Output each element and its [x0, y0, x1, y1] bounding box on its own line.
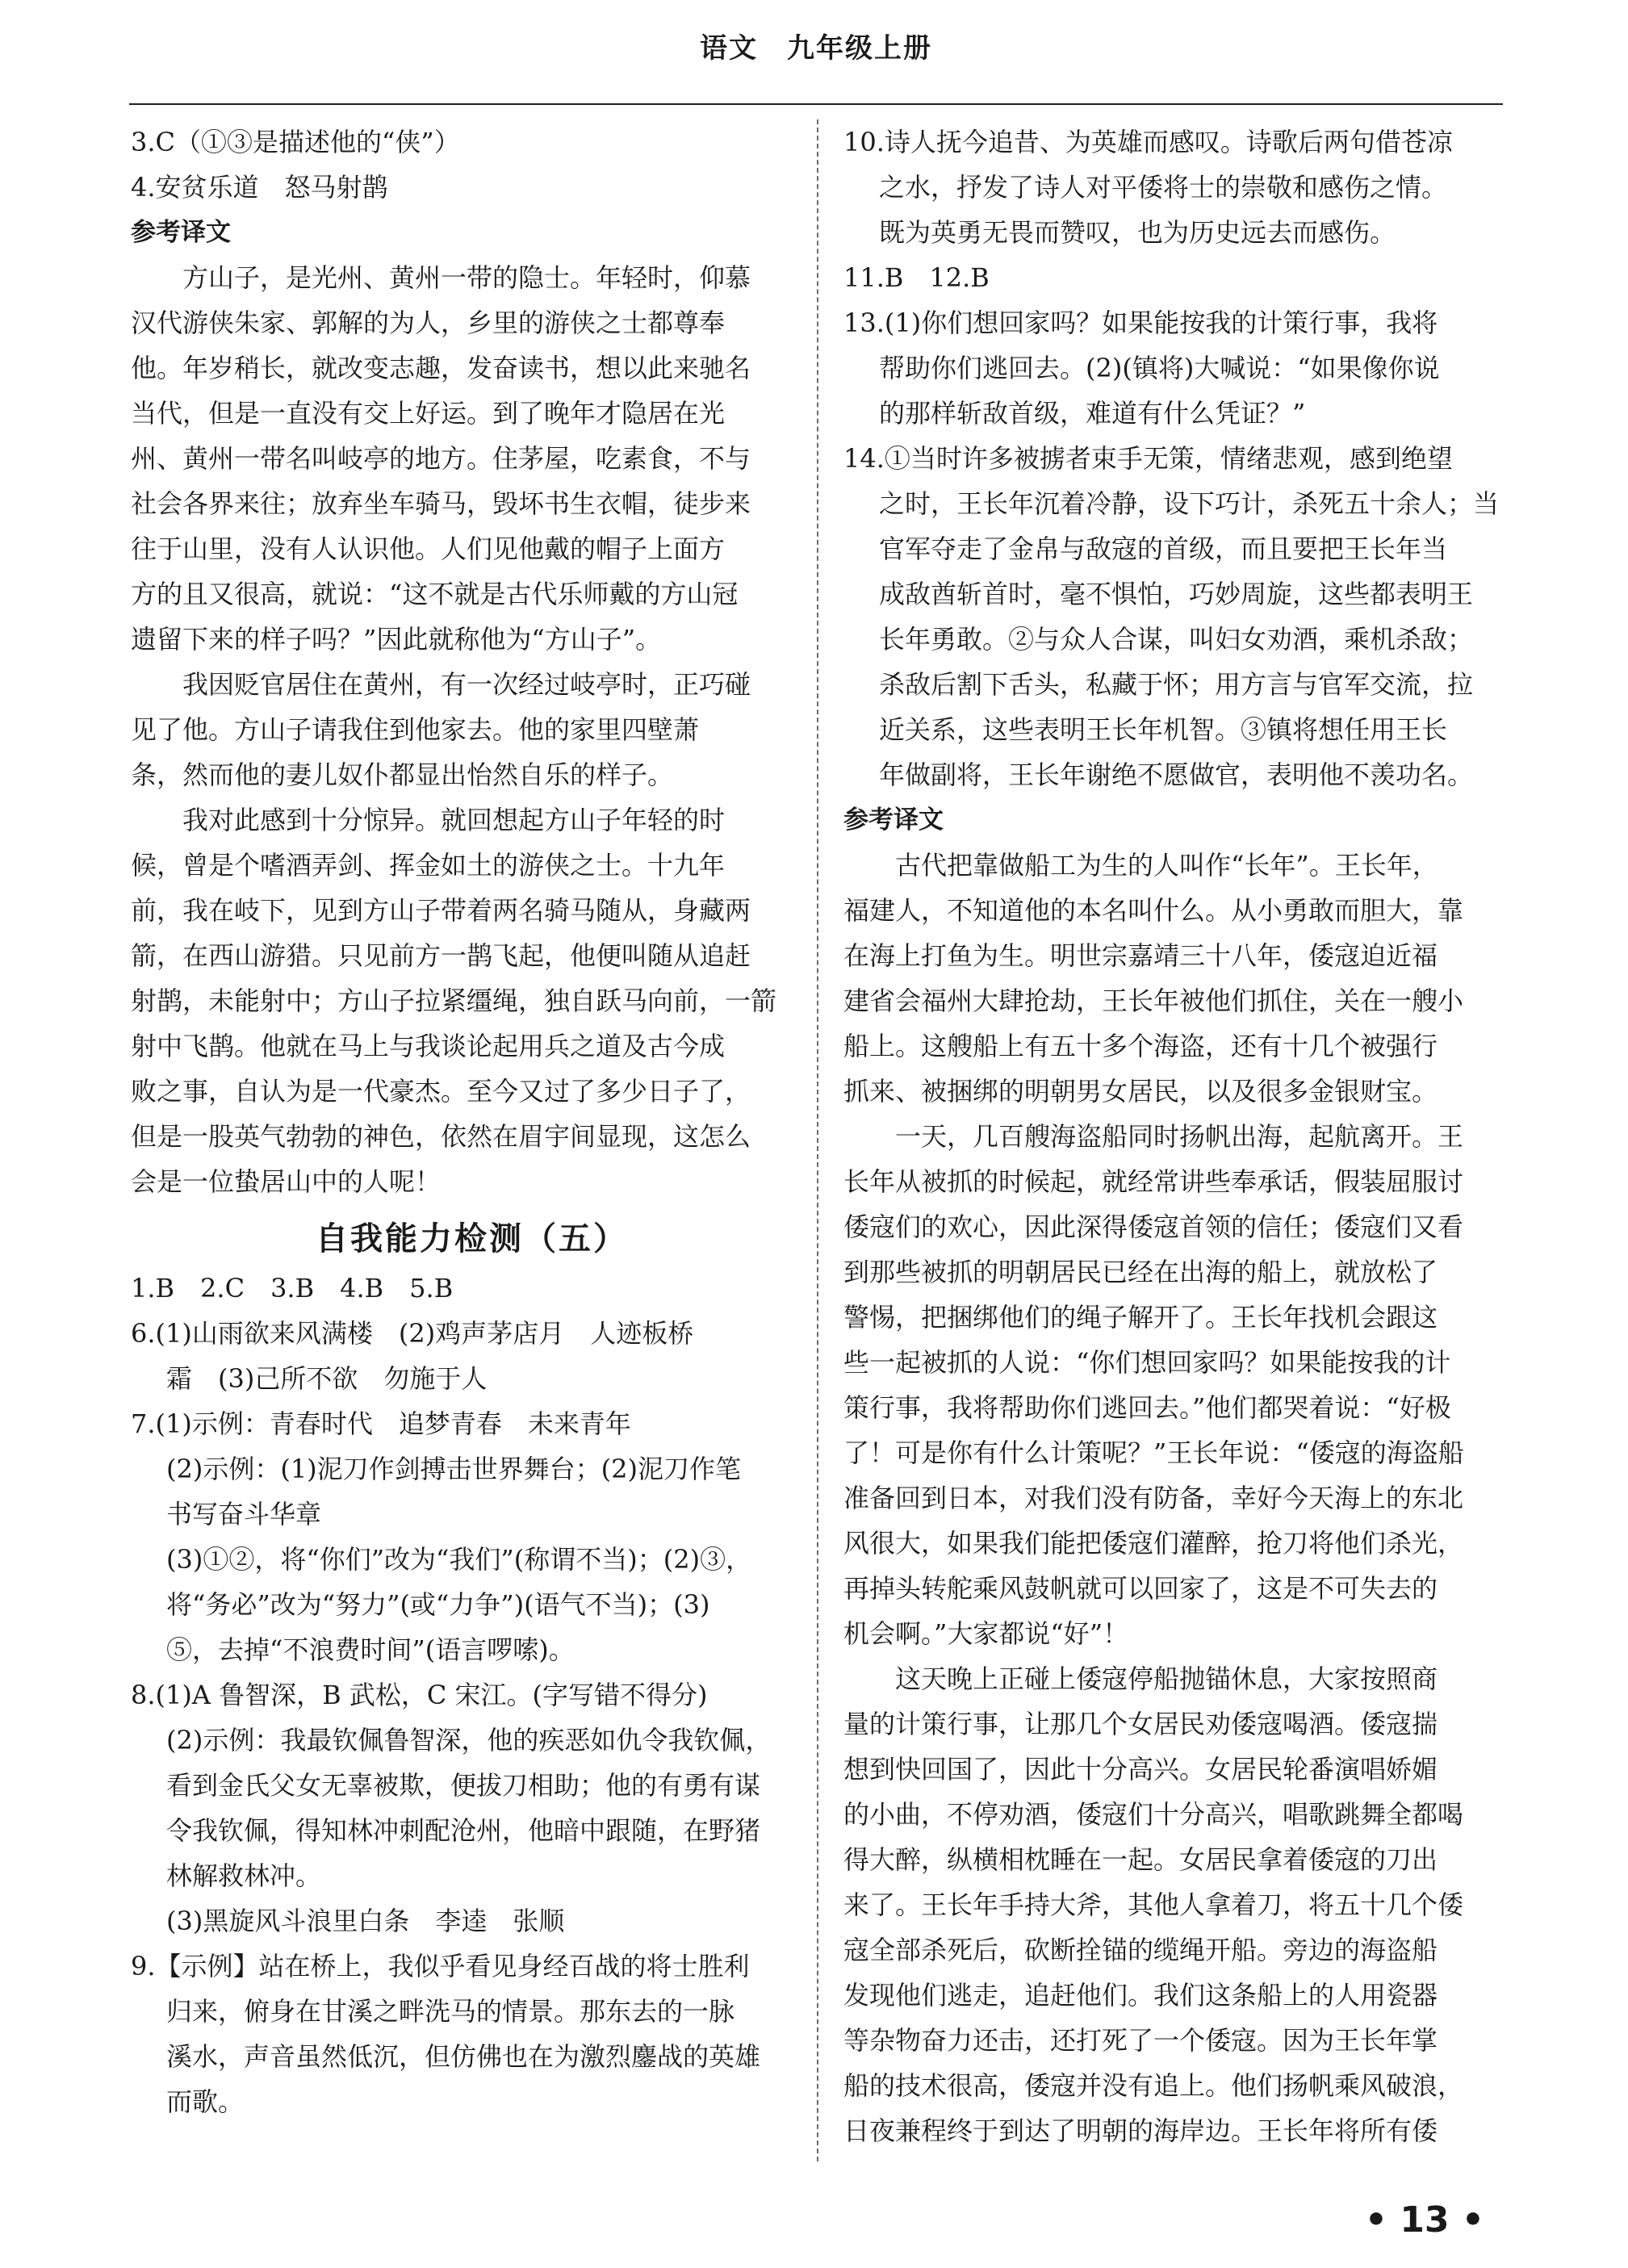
text-line: 船上。这艘船上有五十多个海盗，还有十几个被强行: [843, 1031, 1438, 1061]
answer-continuation-line: 归来，俯身在甘溪之畔洗马的情景。那东去的一脉: [166, 1996, 735, 2027]
paragraph-first-line: 我对此感到十分惊异。就回想起方山子年轻的时: [182, 805, 726, 835]
answer-continuation-line: 将“务必”改为“努力”(或“力争”)(语气不当)；(3): [166, 1589, 710, 1620]
text-line: 风很大，如果我们能把倭寇们灌醉，抢刀将他们杀光，: [843, 1528, 1464, 1559]
paragraph-first-line: 方山子，是光州、黄州一带的隐士。年轻时，仰慕: [182, 262, 751, 293]
text-line: 州、黄州一带名叫岐亭的地方。住茅屋，吃素食，不与: [131, 443, 751, 474]
text-line: 但是一股英气勃勃的神色，依然在眉宇间显现，这怎么: [131, 1121, 751, 1152]
text-line: 船的技术很高，倭寇并没有追上。他们扬帆乘风破浪，: [843, 2070, 1464, 2101]
text-line: 再掉头转舵乘风鼓帆就可以回家了，这是不可失去的: [843, 1573, 1438, 1604]
text-line: 倭寇们的欢心，因此深得倭寇首领的信任；倭寇们又看: [843, 1211, 1464, 1242]
text-line: 抓来、被捆绑的明朝男女居民，以及很多金银财宝。: [843, 1076, 1438, 1107]
text-line: 1.B 2.C 3.B 4.B 5.B: [131, 1273, 454, 1303]
answer-continuation-line: (3)黑旋风斗浪里白条 李逵 张顺: [166, 1906, 565, 1936]
answer-continuation-line: (2)示例：(1)泥刀作剑搏击世界舞台；(2)泥刀作笔: [166, 1454, 741, 1484]
left-column: [131, 119, 813, 2124]
right-column: [843, 119, 1507, 2153]
text-line: 13.(1)你们想回家吗？如果能按我的计策行事，我将: [843, 308, 1438, 338]
text-line: 9.【示例】站在桥上，我似乎看见身经百战的将士胜利: [131, 1951, 750, 1981]
answer-continuation-line: 长年勇敢。②与众人合谋，叫妇女劝酒，乘机杀敌；: [879, 624, 1474, 655]
answer-continuation-line: (2)示例：我最钦佩鲁智深，他的疾恶如仇令我钦佩，: [166, 1725, 772, 1755]
text-line: 条，然而他的妻儿奴仆都显出怡然自乐的样子。: [131, 759, 674, 790]
text-line: 寇全部杀死后，砍断拴锚的缆绳开船。旁边的海盗船: [843, 1935, 1438, 1965]
text-line: 量的计策行事，让那几个女居民劝倭寇喝酒。倭寇揣: [843, 1709, 1438, 1739]
text-line: 的小曲，不停劝酒，倭寇们十分高兴，唱歌跳舞全都喝: [843, 1799, 1464, 1830]
answer-continuation-line: 令我钦佩，得知林冲刺配沧州，他暗中跟随，在野猪: [166, 1815, 761, 1846]
text-line: 些一起被抓的人说：“你们想回家吗？如果能按我的计: [843, 1347, 1451, 1378]
text-line: 射鹊，未能射中；方山子拉紧缰绳，独自跃马向前，一箭: [131, 985, 777, 1016]
text-line: 败之事，自认为是一代豪杰。至今又过了多少日子了，: [131, 1076, 751, 1107]
answer-continuation-line: 看到金氏父女无辜被欺，便拔刀相助；他的有勇有谋: [166, 1770, 761, 1801]
answer-continuation-line: 的那样斩敌首级，难道有什么凭证？”: [879, 398, 1306, 429]
page-header: [129, 19, 1503, 103]
column-divider: [817, 119, 818, 2161]
text-line: 候，曾是个嗜酒弄剑、挥金如土的游侠之士。十九年: [131, 850, 726, 881]
text-line: 发现他们逃走，追赶他们。我们这条船上的人用瓷器: [843, 1980, 1438, 2011]
text-line: 得大醉，纵横相枕睡在一起。女居民拿着倭寇的刀出: [843, 1844, 1438, 1875]
text-line: 日夜兼程终于到达了明朝的海岸边。王长年将所有倭: [843, 2115, 1438, 2146]
header-title: 语文 九年级上册: [700, 32, 932, 65]
answer-continuation-line: 帮助你们逃回去。(2)(镇将)大喊说：“如果像你说: [879, 353, 1440, 383]
section-heading: 参考译文: [131, 218, 231, 247]
answer-continuation-line: 成敌酋斩首时，毫不惧怕，巧妙周旋，这些都表明王: [879, 579, 1474, 609]
paragraph-first-line: 一天，几百艘海盗船同时扬帆出海，起航离开。王: [895, 1121, 1464, 1152]
text-line: 了！可是你有什么计策呢？”王长年说：“倭寇的海盗船: [843, 1437, 1464, 1468]
text-line: 当代，但是一直没有交上好运。到了晚年才隐居在光: [131, 398, 726, 429]
section-title: 自我能力检测（五）: [316, 1220, 628, 1257]
text-line: 准备回到日本，对我们没有防备，幸好今天海上的东北: [843, 1483, 1464, 1513]
answer-continuation-line: 林解救林冲。: [166, 1860, 322, 1891]
text-line: 机会啊。”大家都说“好”！: [843, 1618, 1129, 1649]
text-line: 长年从被抓的时候起，就经常讲些奉承话，假装屈服讨: [843, 1166, 1464, 1197]
answer-continuation-line: 之时，王长年沉着冷静，设下巧计，杀死五十余人；当: [879, 488, 1500, 519]
text-line: 3.C（①③是描述他的“侠”）: [131, 127, 460, 157]
text-line: 等杂物奋力还击，还打死了一个倭寇。因为王长年掌: [843, 2025, 1438, 2056]
text-line: 到那些被抓的明朝居民已经在出海的船上，就放松了: [843, 1257, 1438, 1287]
text-line: 福建人，不知道他的本名叫什么。从小勇敢而胆大，靠: [843, 895, 1464, 926]
answer-continuation-line: 杀敌后割下舌头，私藏于怀；用方言与官军交流，拉: [879, 669, 1474, 700]
text-line: 6.(1)山雨欲来风满楼 (2)鸡声茅店月 人迹板桥: [131, 1318, 694, 1349]
section-heading: 参考译文: [843, 806, 944, 835]
text-line: 遗留下来的样子吗？”因此就称他为“方山子”。: [131, 624, 662, 655]
paragraph-first-line: 古代把靠做船工为生的人叫作“长年”。王长年，: [895, 850, 1438, 881]
answer-continuation-line: 书写奋斗华章: [166, 1499, 322, 1529]
answer-continuation-line: 近关系，这些表明王长年机智。③镇将想任用王长: [879, 714, 1448, 745]
text-line: 他。年岁稍长，就改变志趣，发奋读书，想以此来驰名: [131, 353, 751, 383]
header-rule: [129, 103, 1503, 105]
answer-continuation-line: ⑤，去掉“不浪费时间”(语言啰嗦)。: [166, 1634, 575, 1665]
answer-continuation-line: 之水，抒发了诗人对平倭将士的崇敬和感伤之情。: [879, 172, 1448, 203]
text-line: 11.B 12.B: [843, 262, 990, 293]
paragraph-first-line: 我因贬官居住在黄州，有一次经过岐亭时，正巧碰: [182, 669, 751, 700]
text-line: 10.诗人抚今追昔、为英雄而感叹。诗歌后两句借苍凉: [843, 127, 1453, 157]
answer-continuation-line: 年做副将，王长年谢绝不愿做官，表明他不羡功名。: [879, 759, 1474, 790]
text-line: 在海上打鱼为生。明世宗嘉靖三十八年，倭寇迫近福: [843, 940, 1438, 971]
text-line: 射中飞鹊。他就在马上与我谈论起用兵之道及古今成: [131, 1031, 726, 1061]
answer-continuation-line: (3)①②，将“你们”改为“我们”(称谓不当)；(2)③，: [166, 1544, 752, 1575]
answer-continuation-line: 溪水，声音虽然低沉，但仿佛也在为激烈鏖战的英雄: [166, 2041, 761, 2072]
text-line: 来了。王长年手持大斧，其他人拿着刀，将五十几个倭: [843, 1889, 1464, 1920]
text-line: 社会各界来往；放弃坐车骑马，毁坏书生衣帽，徒步来: [131, 488, 751, 519]
text-line: 8.(1)A 鲁智深，B 武松，C 宋江。(字写错不得分): [131, 1680, 708, 1710]
text-line: 14.①当时许多被掳者束手无策，情绪悲观，感到绝望: [843, 443, 1453, 474]
text-line: 方的且又很高，就说：“这不就是古代乐师戴的方山冠: [131, 579, 739, 609]
answer-continuation-line: 而歌。: [166, 2086, 245, 2117]
paragraph-first-line: 这天晚上正碰上倭寇停船抛锚休息，大家按照商: [895, 1663, 1438, 1694]
text-line: 会是一位蛰居山中的人呢！: [131, 1166, 442, 1197]
answer-continuation-line: 霜 (3)己所不欲 勿施于人: [166, 1363, 488, 1394]
page-number: • 13 •: [1364, 2199, 1484, 2241]
text-line: 策行事，我将帮助你们逃回去。”他们都哭着说：“好极: [843, 1392, 1451, 1423]
text-line: 见了他。方山子请我住到他家去。他的家里四壁萧: [131, 714, 700, 745]
text-line: 往于山里，没有人认识他。人们见他戴的帽子上面方: [131, 534, 726, 564]
text-line: 7.(1)示例：青春时代 追梦青春 未来青年: [131, 1408, 631, 1439]
text-line: 建省会福州大肆抢劫，王长年被他们抓住，关在一艘小: [843, 985, 1464, 1016]
text-line: 4.安贫乐道 怒马射鹊: [131, 172, 388, 203]
text-line: 想到快回国了，因此十分高兴。女居民轮番演唱娇媚: [843, 1754, 1438, 1785]
text-line: 箭，在西山游猎。只见前方一鹊飞起，他便叫随从追赶: [131, 940, 751, 971]
answer-continuation-line: 官军夺走了金帛与敌寇的首级，而且要把王长年当: [879, 534, 1448, 564]
text-line: 汉代游侠朱家、郭解的为人，乡里的游侠之士都尊奉: [131, 308, 726, 338]
text-line: 警惕，把捆绑他们的绳子解开了。王长年找机会跟这: [843, 1302, 1438, 1333]
text-line: 前，我在岐下，见到方山子带着两名骑马随从，身藏两: [131, 895, 751, 926]
answer-continuation-line: 既为英勇无畏而赞叹，也为历史远去而感伤。: [879, 217, 1396, 248]
